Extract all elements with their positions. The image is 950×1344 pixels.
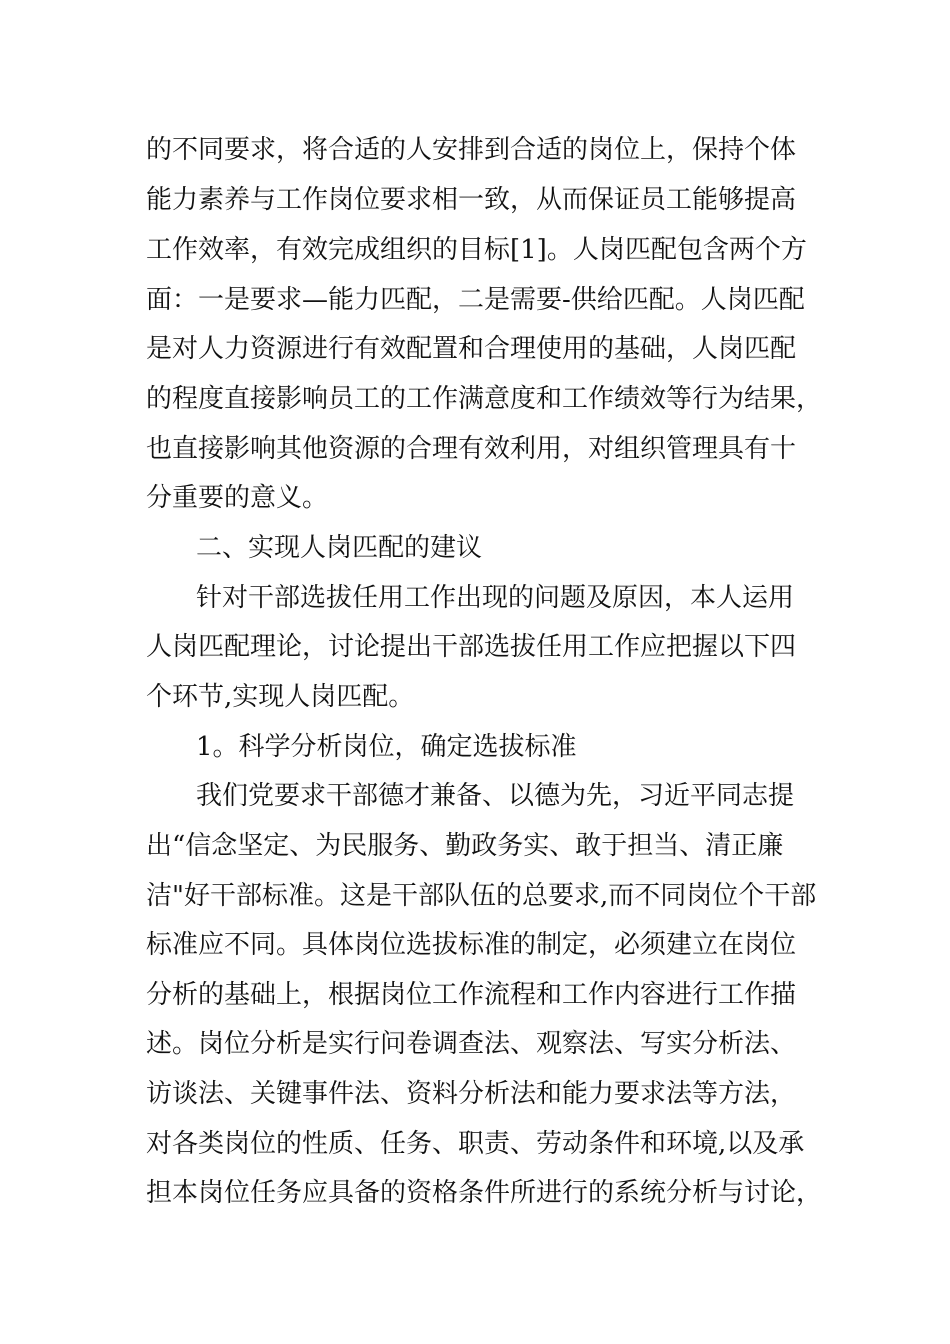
text-line: 述。岗位分析是实行问卷调查法、观察法、写实分析法、 — [146, 1029, 797, 1059]
text-line: 面：一是要求—能力匹配，二是需要-供给匹配。人岗匹配 — [146, 285, 805, 315]
text-line: 标准应不同。具体岗位选拔标准的制定，必须建立在岗位 — [146, 930, 797, 960]
text-line: 针对干部选拔任用工作出现的问题及原因，本人运用 — [196, 583, 795, 613]
text-line: 我们党要求干部德才兼备、以德为先，习近平同志提 — [196, 781, 795, 811]
text-line: 洁"好干部标准。这是干部队伍的总要求,而不同岗位个干部 — [146, 881, 817, 911]
text-line: 工作效率，有效完成组织的目标[1]。人岗匹配包含两个方 — [146, 235, 807, 265]
text-line: 个环节,实现人岗匹配。 — [146, 682, 415, 712]
text-line: 访谈法、关键事件法、资料分析法和能力要求法等方法， — [146, 1079, 797, 1109]
text-line: 分重要的意义。 — [146, 483, 329, 513]
section-heading: 二、实现人岗匹配的建议 — [196, 533, 483, 563]
text-line: 出“信念坚定、为民服务、勤政务实、敢于担当、清正廉 — [146, 831, 784, 861]
text-line: 人岗匹配理论，讨论提出干部选拔任用工作应把握以下四 — [146, 632, 797, 662]
text-line: 分析的基础上，根据岗位工作流程和工作内容进行工作描 — [146, 980, 797, 1010]
text-line: 也直接影响其他资源的合理有效利用，对组织管理具有十 — [146, 434, 797, 464]
text-line: 的不同要求，将合适的人安排到合适的岗位上，保持个体 — [146, 135, 797, 165]
text-line: 对各类岗位的性质、任务、职责、劳动条件和环境,以及承 — [146, 1129, 805, 1159]
subsection-heading: 1。科学分析岗位，确定选拔标准 — [196, 732, 577, 762]
text-line: 的程度直接影响员工的工作满意度和工作绩效等行为结果， — [146, 384, 823, 414]
text-line: 能力素养与工作岗位要求相一致，从而保证员工能够提高 — [146, 185, 797, 215]
text-line: 是对人力资源进行有效配置和合理使用的基础，人岗匹配 — [146, 334, 797, 364]
text-line: 担本岗位任务应具备的资格条件所进行的系统分析与讨论， — [146, 1178, 823, 1208]
